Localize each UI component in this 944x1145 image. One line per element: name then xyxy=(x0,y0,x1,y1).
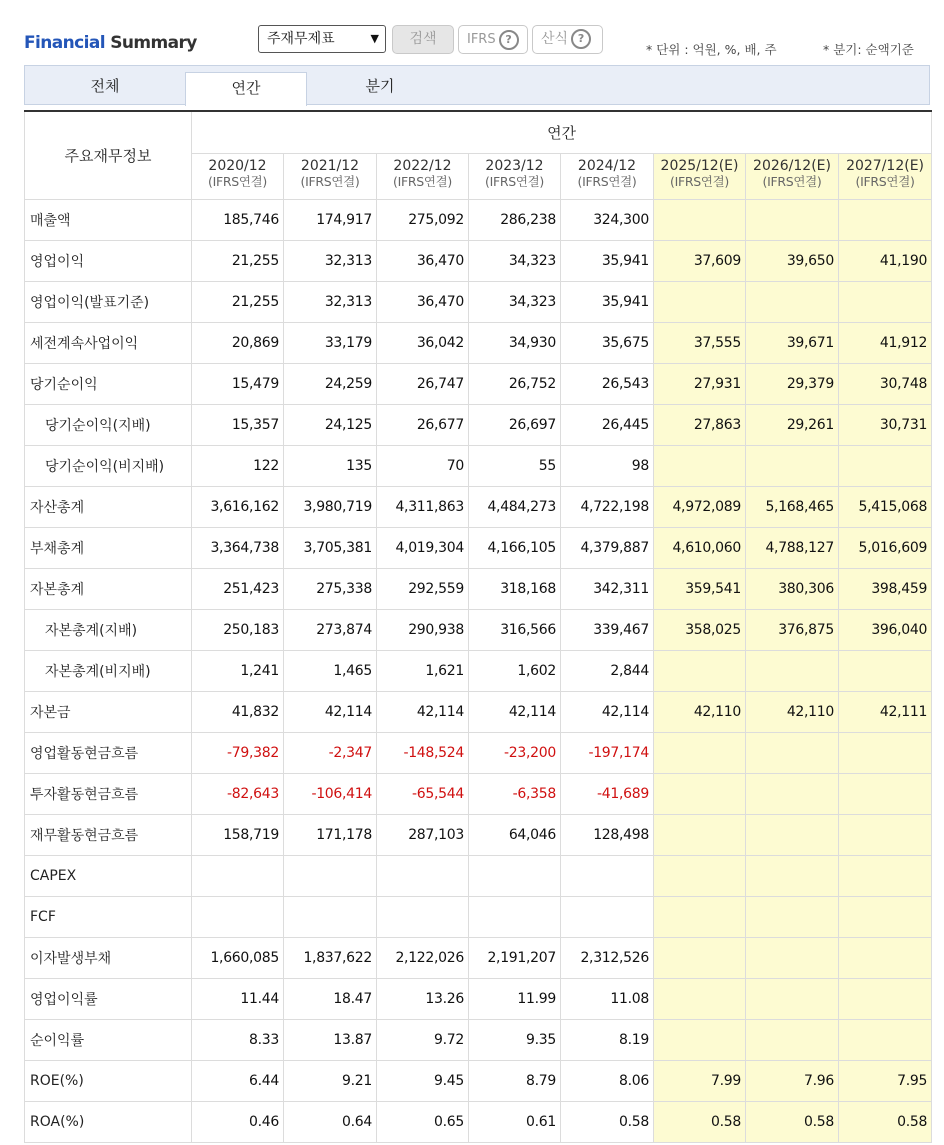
table-cell: 30,748 xyxy=(839,364,932,405)
row-label: FCF xyxy=(25,897,192,938)
table-cell: 32,313 xyxy=(284,282,377,323)
tab-all[interactable]: 전체 xyxy=(90,77,120,95)
basis-label: (IFRS연결) xyxy=(577,174,637,189)
row-label: 자본총계(비지배) xyxy=(25,651,192,692)
table-cell: 5,168,465 xyxy=(746,487,839,528)
basis-label: (IFRS연결) xyxy=(208,174,267,189)
table-cell: 29,261 xyxy=(746,405,839,446)
row-label: 매출액 xyxy=(25,200,192,241)
table-cell: 1,465 xyxy=(284,651,377,692)
table-cell xyxy=(746,200,839,241)
table-cell: 0.61 xyxy=(469,1102,561,1143)
row-label: 투자활동현금흐름 xyxy=(25,774,192,815)
table-cell: -2,347 xyxy=(284,733,377,774)
table-cell xyxy=(839,733,932,774)
table-cell: 8.19 xyxy=(561,1020,654,1061)
year-column-header xyxy=(746,154,839,200)
table-cell: 42,114 xyxy=(469,692,561,733)
row-label: 자본금 xyxy=(25,692,192,733)
year-label: 2026/12(E) xyxy=(753,158,831,174)
table-cell: 0.58 xyxy=(746,1102,839,1143)
year-column-header xyxy=(469,154,561,200)
basis-label: (IFRS연결) xyxy=(855,174,915,189)
title-part1: Financial xyxy=(24,33,105,53)
table-cell: 380,306 xyxy=(746,569,839,610)
basis-label: (IFRS연결) xyxy=(485,174,544,189)
table-cell xyxy=(839,938,932,979)
table-cell: 275,338 xyxy=(284,569,377,610)
table-cell: 7.95 xyxy=(839,1061,932,1102)
year-label: 2021/12 xyxy=(300,158,360,174)
table-row xyxy=(25,282,932,323)
row-label: 영업활동현금흐름 xyxy=(25,733,192,774)
unit-note: * 단위 : 억원, %, 배, 주 xyxy=(646,42,777,57)
table-cell: 21,255 xyxy=(192,241,284,282)
table-cell: 98 xyxy=(561,446,654,487)
table-cell xyxy=(839,282,932,323)
table-cell: -23,200 xyxy=(469,733,561,774)
table-cell xyxy=(839,774,932,815)
table-cell xyxy=(284,856,377,897)
table-row xyxy=(25,815,932,856)
table-cell: 0.58 xyxy=(839,1102,932,1143)
table-row xyxy=(25,1102,932,1143)
table-cell: 26,445 xyxy=(561,405,654,446)
table-cell: 4,311,863 xyxy=(377,487,469,528)
table-cell xyxy=(654,1020,746,1061)
table-cell: 342,311 xyxy=(561,569,654,610)
table-cell: 174,917 xyxy=(284,200,377,241)
table-cell: 4,610,060 xyxy=(654,528,746,569)
table-cell: 1,602 xyxy=(469,651,561,692)
year-label: 2020/12 xyxy=(208,158,267,174)
table-cell: -79,382 xyxy=(192,733,284,774)
table-cell: 324,300 xyxy=(561,200,654,241)
period-tabs xyxy=(24,65,930,105)
table-cell xyxy=(654,282,746,323)
table-cell: 13.26 xyxy=(377,979,469,1020)
table-cell: 18.47 xyxy=(284,979,377,1020)
formula-label: 산식 xyxy=(541,31,569,47)
table-cell: -41,689 xyxy=(561,774,654,815)
table-cell: 15,479 xyxy=(192,364,284,405)
chevron-down-icon: ▼ xyxy=(370,32,379,45)
statement-type-value: 주재무제표 xyxy=(267,31,335,47)
table-cell: 0.58 xyxy=(654,1102,746,1143)
table-cell: 4,379,887 xyxy=(561,528,654,569)
table-cell: 0.46 xyxy=(192,1102,284,1143)
table-cell: 122 xyxy=(192,446,284,487)
table-cell xyxy=(654,815,746,856)
table-cell: 4,484,273 xyxy=(469,487,561,528)
table-cell: 26,697 xyxy=(469,405,561,446)
table-cell: 42,114 xyxy=(377,692,469,733)
table-cell: 11.08 xyxy=(561,979,654,1020)
table-row xyxy=(25,692,932,733)
table-cell: 3,616,162 xyxy=(192,487,284,528)
year-column-header xyxy=(284,154,377,200)
tab-quarterly[interactable]: 분기 xyxy=(365,77,395,95)
table-cell: 41,912 xyxy=(839,323,932,364)
table-row xyxy=(25,405,932,446)
table-cell: 2,122,026 xyxy=(377,938,469,979)
table-cell xyxy=(377,856,469,897)
row-label: 자본총계(지배) xyxy=(25,610,192,651)
table-row xyxy=(25,856,932,897)
table-cell: 318,168 xyxy=(469,569,561,610)
table-cell: 26,543 xyxy=(561,364,654,405)
table-cell xyxy=(561,897,654,938)
table-cell: 26,677 xyxy=(377,405,469,446)
row-label: 당기순이익(비지배) xyxy=(25,446,192,487)
table-cell: 4,166,105 xyxy=(469,528,561,569)
table-cell: 20,869 xyxy=(192,323,284,364)
table-row xyxy=(25,528,932,569)
table-cell: 4,722,198 xyxy=(561,487,654,528)
table-row xyxy=(25,569,932,610)
table-cell: 250,183 xyxy=(192,610,284,651)
table-cell: 24,259 xyxy=(284,364,377,405)
table-cell xyxy=(654,856,746,897)
table-cell: 33,179 xyxy=(284,323,377,364)
year-column-header xyxy=(561,154,654,200)
table-cell: 41,190 xyxy=(839,241,932,282)
table-row xyxy=(25,897,932,938)
table-cell: 396,040 xyxy=(839,610,932,651)
financial-summary-table xyxy=(24,110,932,1143)
table-cell: 287,103 xyxy=(377,815,469,856)
table-cell: 35,941 xyxy=(561,282,654,323)
basis-label: (IFRS연결) xyxy=(393,174,452,189)
row-label: 자본총계 xyxy=(25,569,192,610)
row-label: 영업이익(발표기준) xyxy=(25,282,192,323)
table-cell: 8.06 xyxy=(561,1061,654,1102)
year-column-header xyxy=(654,154,746,200)
table-cell xyxy=(746,815,839,856)
table-cell: 251,423 xyxy=(192,569,284,610)
table-cell: 185,746 xyxy=(192,200,284,241)
basis-label: (IFRS연결) xyxy=(670,174,729,189)
table-row xyxy=(25,323,932,364)
table-row xyxy=(25,733,932,774)
table-cell xyxy=(284,897,377,938)
basis-label: (IFRS연결) xyxy=(762,174,822,189)
page-title xyxy=(24,33,197,53)
table-cell: 376,875 xyxy=(746,610,839,651)
table-cell: 7.99 xyxy=(654,1061,746,1102)
table-row xyxy=(25,1020,932,1061)
table-cell xyxy=(746,446,839,487)
table-cell: 11.99 xyxy=(469,979,561,1020)
table-cell xyxy=(839,1020,932,1061)
row-label: 부채총계 xyxy=(25,528,192,569)
table-cell xyxy=(192,856,284,897)
table-row xyxy=(25,610,932,651)
table-cell xyxy=(839,200,932,241)
table-cell: -82,643 xyxy=(192,774,284,815)
table-cell: 42,114 xyxy=(561,692,654,733)
table-cell: 2,844 xyxy=(561,651,654,692)
table-cell: 11.44 xyxy=(192,979,284,1020)
table-cell xyxy=(746,1020,839,1061)
year-label: 2022/12 xyxy=(393,158,452,174)
table-cell xyxy=(469,856,561,897)
table-cell: 6.44 xyxy=(192,1061,284,1102)
year-label: 2025/12(E) xyxy=(660,158,739,174)
table-cell xyxy=(654,446,746,487)
table-cell: 42,110 xyxy=(746,692,839,733)
table-cell: 359,541 xyxy=(654,569,746,610)
table-cell: 9.45 xyxy=(377,1061,469,1102)
table-cell xyxy=(746,651,839,692)
table-cell xyxy=(561,856,654,897)
basis-label: (IFRS연결) xyxy=(300,174,360,189)
table-cell: 37,609 xyxy=(654,241,746,282)
table-cell: 9.35 xyxy=(469,1020,561,1061)
table-cell: 286,238 xyxy=(469,200,561,241)
year-column-header xyxy=(377,154,469,200)
table-cell: 1,837,622 xyxy=(284,938,377,979)
table-cell: 34,323 xyxy=(469,282,561,323)
table-cell: 64,046 xyxy=(469,815,561,856)
table-cell xyxy=(469,897,561,938)
table-cell: 4,019,304 xyxy=(377,528,469,569)
table-cell: 273,874 xyxy=(284,610,377,651)
table-cell: 292,559 xyxy=(377,569,469,610)
table-cell: 3,980,719 xyxy=(284,487,377,528)
formula-help-button[interactable] xyxy=(532,25,603,54)
table-row xyxy=(25,487,932,528)
table-row xyxy=(25,938,932,979)
table-row xyxy=(25,364,932,405)
table-cell xyxy=(839,897,932,938)
row-label: CAPEX xyxy=(25,856,192,897)
table-cell: 42,111 xyxy=(839,692,932,733)
table-cell: -65,544 xyxy=(377,774,469,815)
row-label: 당기순이익(지배) xyxy=(25,405,192,446)
table-cell: 36,042 xyxy=(377,323,469,364)
table-cell xyxy=(746,774,839,815)
period-note: * 분기: 순액기준 xyxy=(823,42,914,57)
row-label: ROE(%) xyxy=(25,1061,192,1102)
group-header: 연간 xyxy=(192,111,932,154)
table-cell: 8.79 xyxy=(469,1061,561,1102)
table-cell: 30,731 xyxy=(839,405,932,446)
table-cell: 27,931 xyxy=(654,364,746,405)
year-column-header xyxy=(192,154,284,200)
table-cell xyxy=(746,938,839,979)
table-cell: 24,125 xyxy=(284,405,377,446)
table-cell xyxy=(839,651,932,692)
table-cell: 5,415,068 xyxy=(839,487,932,528)
corner-label: 주요재무정보 xyxy=(25,111,192,200)
help-icon: ? xyxy=(499,30,519,50)
year-label: 2024/12 xyxy=(577,158,637,174)
table-cell: 4,972,089 xyxy=(654,487,746,528)
row-label: 재무활동현금흐름 xyxy=(25,815,192,856)
table-cell: 3,705,381 xyxy=(284,528,377,569)
table-cell: 1,660,085 xyxy=(192,938,284,979)
table-cell xyxy=(654,774,746,815)
table-cell: 39,671 xyxy=(746,323,839,364)
table-cell: 36,470 xyxy=(377,282,469,323)
table-cell xyxy=(746,282,839,323)
table-row xyxy=(25,651,932,692)
table-row xyxy=(25,446,932,487)
table-cell: 4,788,127 xyxy=(746,528,839,569)
table-cell: 36,470 xyxy=(377,241,469,282)
table-cell: 2,312,526 xyxy=(561,938,654,979)
year-label: 2023/12 xyxy=(485,158,544,174)
table-cell xyxy=(377,897,469,938)
table-cell: 1,621 xyxy=(377,651,469,692)
table-cell: 339,467 xyxy=(561,610,654,651)
table-cell: 55 xyxy=(469,446,561,487)
table-cell: 27,863 xyxy=(654,405,746,446)
table-cell xyxy=(654,200,746,241)
table-cell: 39,650 xyxy=(746,241,839,282)
tab-annual[interactable]: 연간 xyxy=(185,72,307,106)
table-cell xyxy=(746,856,839,897)
table-cell: 21,255 xyxy=(192,282,284,323)
table-cell: 26,747 xyxy=(377,364,469,405)
ifrs-label: IFRS xyxy=(467,32,496,47)
table-cell: 8.33 xyxy=(192,1020,284,1061)
table-cell: 290,938 xyxy=(377,610,469,651)
table-row xyxy=(25,1061,932,1102)
table-cell xyxy=(192,897,284,938)
table-cell: 0.64 xyxy=(284,1102,377,1143)
row-label: 영업이익 xyxy=(25,241,192,282)
table-cell: 35,941 xyxy=(561,241,654,282)
table-cell xyxy=(839,446,932,487)
table-cell: -6,358 xyxy=(469,774,561,815)
row-label: ROA(%) xyxy=(25,1102,192,1143)
row-label: 당기순이익 xyxy=(25,364,192,405)
table-cell: 128,498 xyxy=(561,815,654,856)
table-cell: 275,092 xyxy=(377,200,469,241)
table-cell: 29,379 xyxy=(746,364,839,405)
ifrs-help-button[interactable] xyxy=(458,25,528,54)
table-cell xyxy=(654,651,746,692)
table-cell: -106,414 xyxy=(284,774,377,815)
table-cell: 35,675 xyxy=(561,323,654,364)
table-cell xyxy=(839,815,932,856)
table-cell xyxy=(746,897,839,938)
row-label: 자산총계 xyxy=(25,487,192,528)
table-cell xyxy=(654,897,746,938)
table-cell: 0.65 xyxy=(377,1102,469,1143)
table-cell: 9.72 xyxy=(377,1020,469,1061)
table-cell: 70 xyxy=(377,446,469,487)
table-cell: 3,364,738 xyxy=(192,528,284,569)
row-label: 이자발생부채 xyxy=(25,938,192,979)
table-row xyxy=(25,200,932,241)
year-label: 2027/12(E) xyxy=(846,158,925,174)
table-cell xyxy=(839,856,932,897)
table-cell: 0.58 xyxy=(561,1102,654,1143)
table-cell: 42,114 xyxy=(284,692,377,733)
row-label: 세전계속사업이익 xyxy=(25,323,192,364)
table-cell: 171,178 xyxy=(284,815,377,856)
table-cell: 41,832 xyxy=(192,692,284,733)
row-label: 영업이익률 xyxy=(25,979,192,1020)
table-cell: 32,313 xyxy=(284,241,377,282)
table-cell: 7.96 xyxy=(746,1061,839,1102)
table-cell: 158,719 xyxy=(192,815,284,856)
table-row xyxy=(25,774,932,815)
table-cell: 135 xyxy=(284,446,377,487)
table-cell: 5,016,609 xyxy=(839,528,932,569)
table-row xyxy=(25,241,932,282)
help-icon: ? xyxy=(571,29,591,49)
table-cell xyxy=(654,733,746,774)
table-cell: 34,930 xyxy=(469,323,561,364)
table-cell: 398,459 xyxy=(839,569,932,610)
table-cell xyxy=(839,979,932,1020)
table-cell: 34,323 xyxy=(469,241,561,282)
row-label: 순이익률 xyxy=(25,1020,192,1061)
table-cell: 1,241 xyxy=(192,651,284,692)
table-cell: 316,566 xyxy=(469,610,561,651)
table-cell xyxy=(746,979,839,1020)
header xyxy=(0,0,944,62)
table-cell: 26,752 xyxy=(469,364,561,405)
table-cell: -148,524 xyxy=(377,733,469,774)
table-cell: 15,357 xyxy=(192,405,284,446)
title-part2: Summary xyxy=(110,33,197,53)
table-cell: 2,191,207 xyxy=(469,938,561,979)
table-cell xyxy=(746,733,839,774)
table-cell xyxy=(654,938,746,979)
statement-type-select[interactable] xyxy=(258,25,386,53)
year-column-header xyxy=(839,154,932,200)
search-button[interactable]: 검색 xyxy=(392,25,454,54)
table-cell: 13.87 xyxy=(284,1020,377,1061)
table-cell: 42,110 xyxy=(654,692,746,733)
table-cell: 37,555 xyxy=(654,323,746,364)
table-cell: 9.21 xyxy=(284,1061,377,1102)
table-cell: -197,174 xyxy=(561,733,654,774)
table-cell xyxy=(654,979,746,1020)
table-row xyxy=(25,979,932,1020)
table-body xyxy=(25,200,932,1143)
table-cell: 358,025 xyxy=(654,610,746,651)
